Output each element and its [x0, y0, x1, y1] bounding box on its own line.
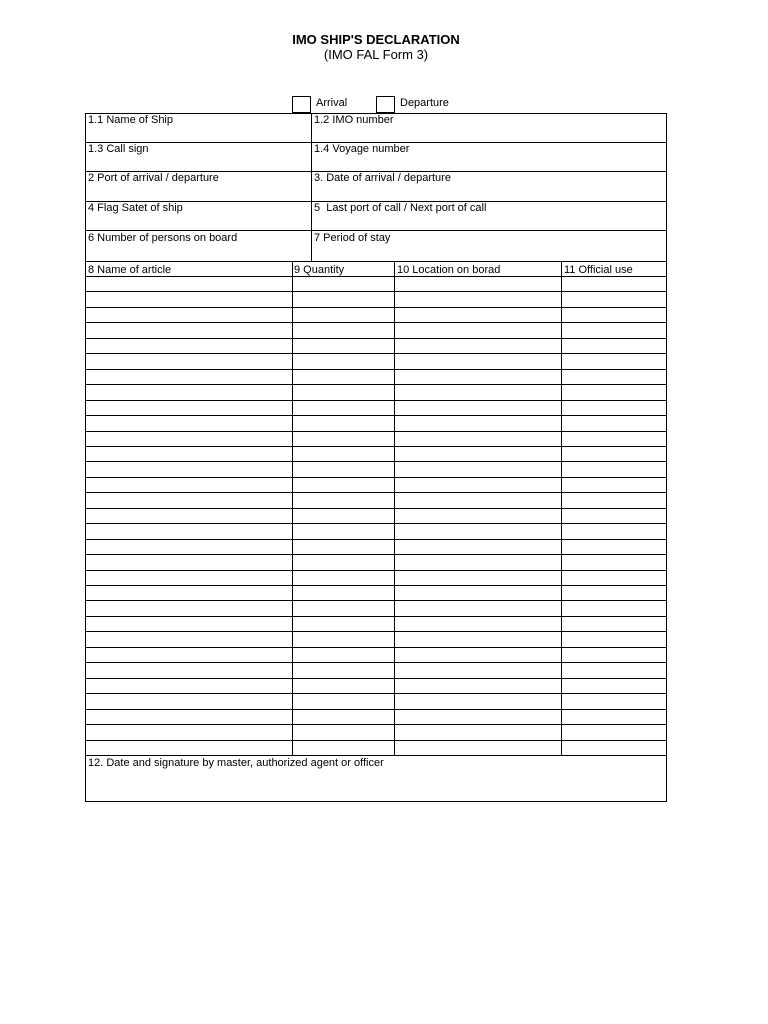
table-row-line — [85, 384, 667, 385]
table-row-line — [85, 600, 667, 601]
flag-field[interactable] — [86, 202, 310, 230]
imo-number-label: 1.2 IMO number — [314, 114, 394, 126]
table-row-line — [85, 678, 667, 679]
table-row-line — [85, 570, 667, 571]
row-divider — [85, 261, 667, 262]
table-row-line — [85, 662, 667, 663]
date-field[interactable] — [312, 172, 666, 200]
departure-checkbox[interactable] — [376, 96, 395, 113]
port-label: 2 Port of arrival / departure — [88, 172, 219, 184]
date-label: 3. Date of arrival / departure — [314, 172, 451, 184]
page-title: IMO SHIP'S DECLARATION — [292, 32, 460, 47]
table-row-line — [85, 647, 667, 648]
table-row-line — [85, 307, 667, 308]
table-row-line — [85, 353, 667, 354]
call-sign-field[interactable] — [86, 143, 310, 171]
table-row-line — [85, 585, 667, 586]
period-label: 7 Period of stay — [314, 232, 391, 244]
table-row-line — [85, 415, 667, 416]
table-row-line — [85, 322, 667, 323]
period-field[interactable] — [312, 231, 666, 261]
voyage-number-field[interactable] — [312, 143, 666, 171]
table-row-line — [85, 461, 667, 462]
table-row-line — [85, 291, 667, 292]
name-of-ship-label: 1.1 Name of Ship — [88, 114, 173, 126]
table-column-line — [561, 261, 562, 755]
table-row-line — [85, 709, 667, 710]
table-row-line — [85, 492, 667, 493]
call-sign-label: 1.3 Call sign — [88, 143, 149, 155]
table-row-line — [85, 539, 667, 540]
persons-label: 6 Number of persons on board — [88, 232, 238, 244]
table-row-line — [85, 554, 667, 555]
signature-field[interactable] — [86, 756, 666, 801]
imo-number-field[interactable] — [312, 114, 666, 142]
table-row-line — [85, 400, 667, 401]
table-row-line — [85, 431, 667, 432]
table-row-line — [85, 693, 667, 694]
table-row-line — [85, 338, 667, 339]
arrival-checkbox[interactable] — [292, 96, 311, 113]
table-row-line — [85, 508, 667, 509]
table-row-line — [85, 276, 667, 277]
name-of-article-header: 8 Name of article — [88, 264, 172, 276]
last-port-label: 5 Last port of call / Next port of call — [314, 202, 487, 214]
signature-label: 12. Date and signature by master, authorized agent or officer — [88, 757, 384, 769]
table-row-line — [85, 631, 667, 632]
persons-field[interactable] — [86, 231, 310, 261]
table-column-line — [292, 261, 293, 755]
last-port-field[interactable] — [312, 202, 666, 230]
official-use-header: 11 Official use — [564, 264, 633, 276]
table-column-line — [394, 261, 395, 755]
table-row-line — [85, 446, 667, 447]
voyage-number-label: 1.4 Voyage number — [314, 143, 410, 155]
table-row-line — [85, 740, 667, 741]
name-of-ship-field[interactable] — [86, 114, 310, 142]
page-subtitle: (IMO FAL Form 3) — [323, 47, 429, 62]
location-header: 10 Location on borad — [397, 264, 501, 276]
departure-label: Departure — [400, 97, 449, 109]
flag-label: 4 Flag Satet of ship — [88, 202, 183, 214]
arrival-label: Arrival — [316, 97, 348, 109]
port-field[interactable] — [86, 172, 310, 200]
table-row-line — [85, 724, 667, 725]
quantity-header: 9 Quantity — [294, 264, 345, 276]
table-row-line — [85, 477, 667, 478]
table-row-line — [85, 369, 667, 370]
table-row-line — [85, 616, 667, 617]
table-row-line — [85, 523, 667, 524]
